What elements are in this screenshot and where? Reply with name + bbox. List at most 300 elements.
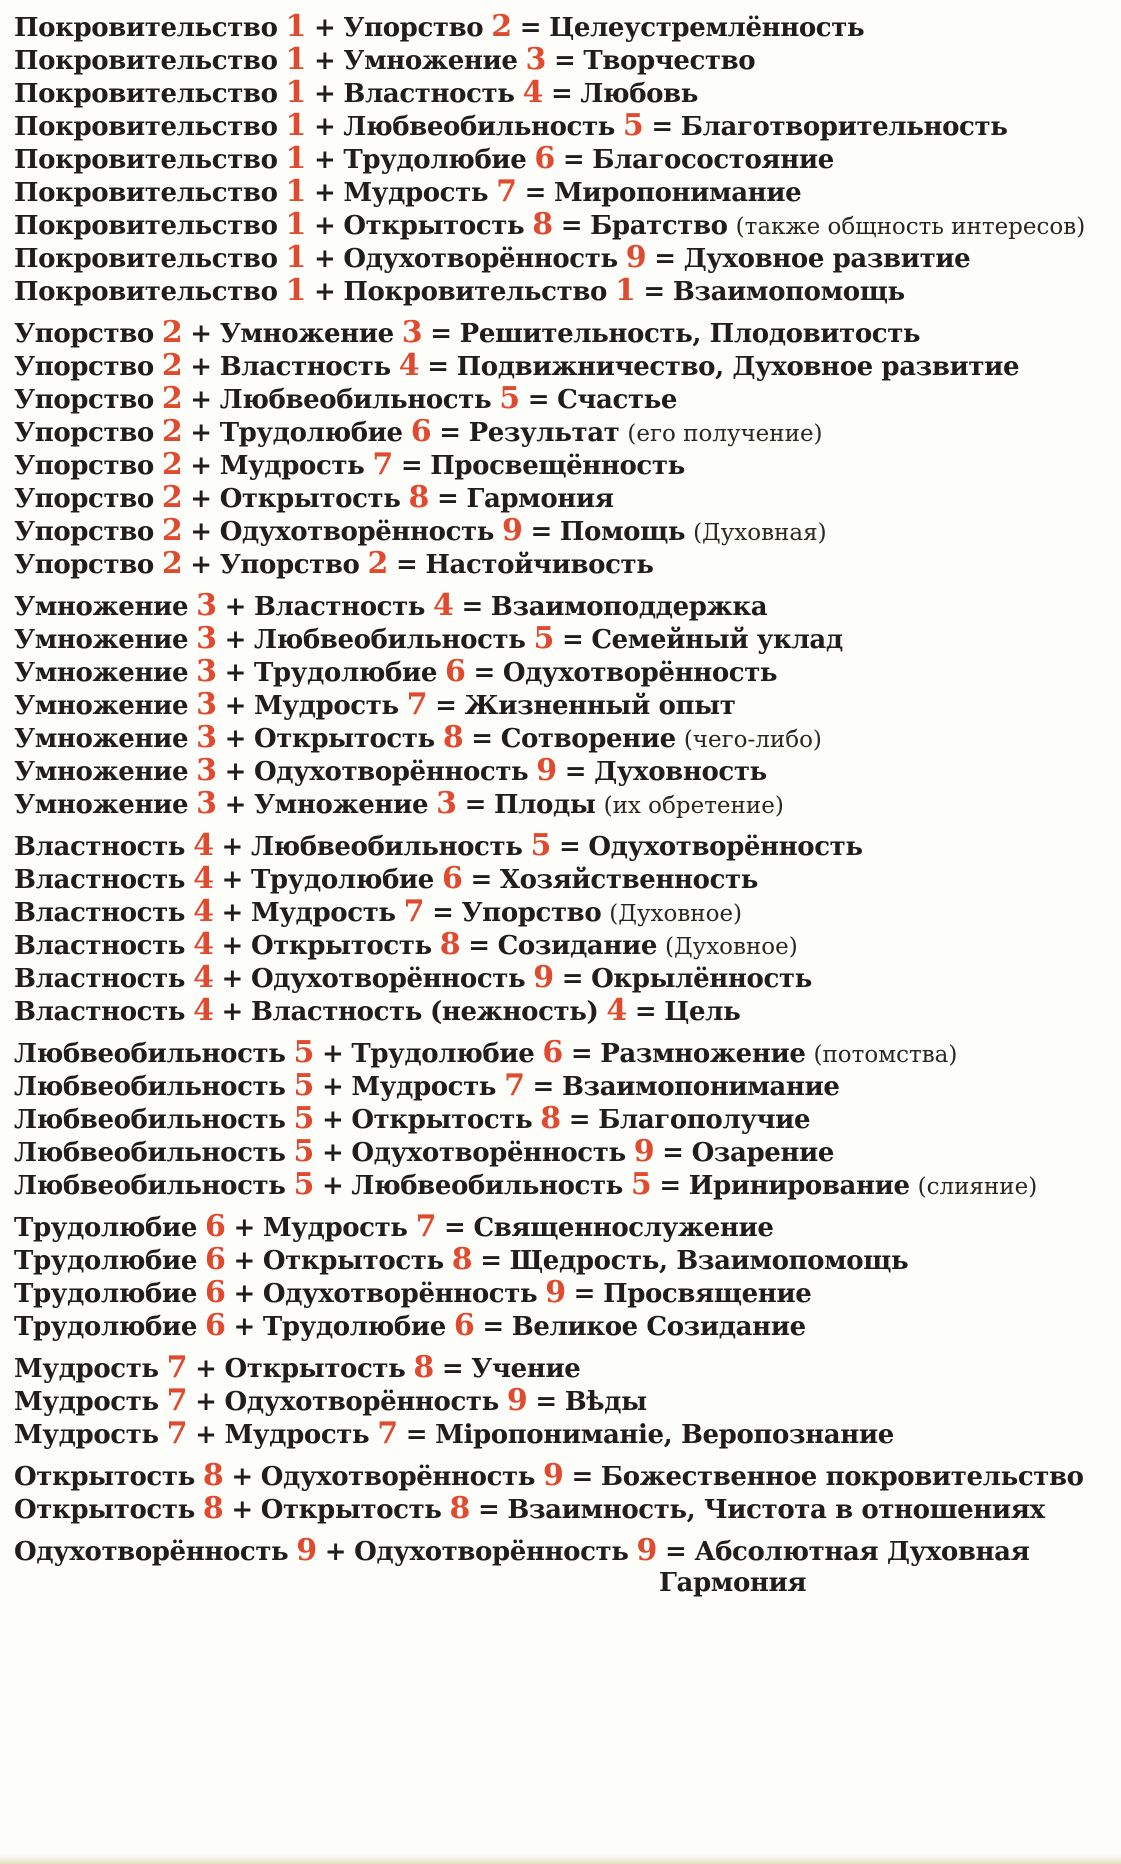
- equals-operator: =: [464, 790, 486, 820]
- equals-operator: =: [405, 1420, 428, 1450]
- equals-operator: =: [400, 451, 423, 481]
- term2-name: Открытость: [351, 1105, 533, 1135]
- plus-operator: +: [224, 757, 246, 787]
- term2-name: Мудрость: [343, 178, 489, 208]
- combination-row: [14, 76, 1115, 109]
- combination-row: [14, 241, 1115, 274]
- result-text: Миропонимание: [553, 178, 802, 208]
- term1-number: 3: [196, 588, 217, 623]
- term1-number: 4: [193, 828, 214, 863]
- term2-name: Одухотворённость: [262, 1279, 538, 1309]
- term1-number: 3: [196, 654, 217, 689]
- term1-name: Трудолюбие: [14, 1279, 198, 1309]
- plus-operator: +: [314, 277, 336, 307]
- result-text: Благополучие: [598, 1105, 811, 1135]
- term1-name: Трудолюбие: [14, 1312, 198, 1342]
- equals-operator: =: [570, 1039, 593, 1069]
- term1-number: 1: [285, 174, 307, 209]
- combination-row: [14, 1351, 1115, 1384]
- term2-number: 9: [543, 1458, 564, 1493]
- term1-name: Упорство: [14, 385, 154, 415]
- term2-name: Трудолюбие: [343, 145, 527, 175]
- term2-number: 6: [441, 861, 463, 896]
- term1-name: Умножение: [14, 691, 189, 721]
- term2-name: Трудолюбие: [253, 658, 437, 688]
- term1-name: Открытость: [14, 1495, 195, 1525]
- term2-name: Одухотворённость: [253, 757, 529, 787]
- plus-operator: +: [221, 997, 243, 1027]
- term1-number: 5: [293, 1101, 314, 1136]
- term2-number: 4: [522, 75, 543, 110]
- plus-operator: +: [314, 211, 336, 241]
- combination-row: [14, 109, 1115, 142]
- term1-number: 3: [196, 753, 217, 788]
- plus-operator: +: [314, 13, 336, 43]
- combination-row: [14, 547, 1115, 580]
- equals-operator: =: [473, 658, 495, 688]
- combination-row: [14, 43, 1115, 76]
- result-text: Семейный уклад: [591, 625, 843, 655]
- term1-name: Упорство: [14, 352, 154, 382]
- equals-operator: =: [558, 832, 581, 862]
- term2-name: Одухотворённость: [260, 1462, 535, 1492]
- combination-row: [14, 1309, 1115, 1342]
- term2-name: Мудрость: [250, 898, 396, 928]
- term2-number: 7: [403, 894, 425, 929]
- combination-row: [14, 787, 1115, 820]
- result-text-line2: Гармония: [659, 1568, 807, 1598]
- equals-operator: =: [561, 964, 584, 994]
- equals-operator: =: [430, 319, 452, 349]
- result-text: Одухотворённость: [588, 832, 863, 862]
- combination-group-5: [14, 1036, 1115, 1201]
- plus-operator: +: [221, 898, 243, 928]
- combination-group-3: [14, 589, 1115, 820]
- term1-name: Умножение: [14, 790, 189, 820]
- scan-bottom-edge: [0, 1854, 1121, 1864]
- plus-operator: +: [195, 1420, 217, 1450]
- term1-name: Покровительство: [14, 211, 278, 241]
- combination-group-9: [14, 1534, 1115, 1600]
- equals-operator: =: [654, 244, 676, 274]
- term1-number: 5: [293, 1035, 314, 1070]
- term2-number: 4: [433, 588, 454, 623]
- result-text: Священнослужение: [473, 1213, 774, 1243]
- plus-operator: +: [322, 1072, 344, 1102]
- term2-number: 3: [436, 786, 457, 821]
- term2-name: Любвеобильность: [219, 385, 492, 415]
- equals-operator: =: [659, 1171, 681, 1201]
- term1-number: 2: [161, 381, 183, 416]
- equals-operator: =: [461, 592, 483, 622]
- plus-operator: +: [314, 178, 336, 208]
- result-text: Духовное развитие: [683, 244, 971, 274]
- term2-name: Любвеобильность: [351, 1171, 623, 1201]
- combination-row: [14, 1210, 1115, 1243]
- term2-number: 6: [534, 141, 555, 176]
- term2-number: 4: [398, 348, 420, 383]
- result-note: (потомства): [813, 1042, 958, 1068]
- term2-number: 3: [525, 42, 546, 77]
- combination-row: [14, 754, 1115, 787]
- combination-row: [14, 514, 1115, 547]
- plus-operator: +: [195, 1387, 217, 1417]
- plus-operator: +: [314, 112, 336, 142]
- plus-operator: +: [190, 352, 212, 382]
- term1-number: 5: [293, 1167, 314, 1202]
- term1-number: 5: [293, 1068, 314, 1103]
- term2-number: 8: [408, 480, 429, 515]
- term2-name: Открытость: [219, 484, 401, 514]
- combination-row: [14, 928, 1115, 961]
- plus-operator: +: [322, 1138, 344, 1168]
- result-text: Окрылённость: [591, 964, 812, 994]
- equals-operator: =: [439, 418, 461, 448]
- term1-name: Властность: [14, 865, 186, 895]
- result-note: (Духовная): [693, 520, 827, 546]
- plus-operator: +: [221, 832, 243, 862]
- term2-name: Открытость: [253, 724, 435, 754]
- equals-operator: =: [444, 1213, 466, 1243]
- term1-name: Упорство: [14, 418, 154, 448]
- term2-name: Одухотворённость: [351, 1138, 626, 1168]
- result-text: Размножение: [600, 1039, 806, 1069]
- term2-name: Одухотворённость: [250, 964, 526, 994]
- plus-operator: +: [233, 1279, 255, 1309]
- plus-operator: +: [190, 484, 212, 514]
- result-note: (Духовное): [609, 901, 743, 927]
- term1-number: 3: [196, 786, 217, 821]
- plus-operator: +: [322, 1039, 344, 1069]
- term2-number: 6: [445, 654, 466, 689]
- equals-operator: =: [561, 625, 584, 655]
- combination-group-6: [14, 1210, 1115, 1342]
- result-text: Счастье: [557, 385, 677, 415]
- term2-name: Трудолюбие: [351, 1039, 535, 1069]
- combination-row: [14, 622, 1115, 655]
- equals-operator: =: [562, 145, 585, 175]
- equals-operator: =: [527, 385, 550, 415]
- term2-name: Покровительство: [343, 277, 607, 307]
- term1-name: Одухотворённость: [14, 1537, 289, 1567]
- plus-operator: +: [231, 1462, 253, 1492]
- term1-number: 1: [285, 273, 307, 308]
- result-text: Абсолютная Духовная: [694, 1537, 1030, 1567]
- combination-group-8: [14, 1459, 1115, 1525]
- term1-name: Покровительство: [14, 145, 278, 175]
- combination-row: [14, 481, 1115, 514]
- term1-name: Мудрость: [14, 1420, 159, 1450]
- equals-operator: =: [395, 550, 418, 580]
- term2-number: 7: [377, 1416, 398, 1451]
- plus-operator: +: [190, 550, 212, 580]
- result-text: Просвещённость: [430, 451, 685, 481]
- result-text: Взаимопомощь: [672, 277, 905, 307]
- equals-operator: =: [662, 1138, 684, 1168]
- combination-row: [14, 655, 1115, 688]
- equals-operator: =: [643, 277, 665, 307]
- result-text: Любовь: [580, 79, 698, 109]
- equals-operator: =: [564, 757, 587, 787]
- equals-operator: =: [532, 1072, 554, 1102]
- term1-number: 8: [202, 1491, 224, 1526]
- plus-operator: +: [190, 385, 212, 415]
- term1-name: Умножение: [14, 625, 189, 655]
- plus-operator: +: [221, 931, 243, 961]
- term2-name: Открытость: [250, 931, 432, 961]
- term1-number: 1: [285, 207, 307, 242]
- term1-number: 6: [205, 1308, 226, 1343]
- term1-name: Любвеобильность: [14, 1138, 286, 1168]
- term2-number: 1: [614, 273, 636, 308]
- term2-name: Любвеобильность: [343, 112, 615, 142]
- term2-number: 5: [622, 108, 644, 143]
- result-text: Созидание: [497, 931, 657, 961]
- result-text: Благотворительность: [680, 112, 1008, 142]
- combination-group-1: [14, 10, 1115, 307]
- plus-operator: +: [231, 1495, 253, 1525]
- combination-row: [14, 316, 1115, 349]
- term2-number: 8: [449, 1491, 471, 1526]
- plus-operator: +: [221, 964, 243, 994]
- result-text: Гармония: [466, 484, 614, 514]
- term2-name: Открытость: [260, 1495, 442, 1525]
- combination-row: [14, 1459, 1115, 1492]
- result-text: Настойчивость: [425, 550, 654, 580]
- equals-operator: =: [568, 1105, 591, 1135]
- combination-row: [14, 1384, 1115, 1417]
- equals-operator: =: [554, 46, 576, 76]
- term1-name: Упорство: [14, 517, 154, 547]
- term1-number: 4: [193, 927, 214, 962]
- term2-name: Одухотворённость: [343, 244, 618, 274]
- term2-number: 2: [367, 546, 388, 581]
- result-text: Взаимопонимание: [561, 1072, 840, 1102]
- combination-row: [14, 382, 1115, 415]
- term1-name: Властность: [14, 997, 186, 1027]
- term1-number: 3: [196, 720, 217, 755]
- equals-operator: =: [478, 1495, 500, 1525]
- result-note: (Духовное): [665, 934, 798, 960]
- equals-operator: =: [571, 1462, 593, 1492]
- equals-operator: =: [482, 1312, 504, 1342]
- term1-number: 3: [196, 687, 217, 722]
- term2-name: Открытость: [224, 1354, 406, 1384]
- equals-operator: =: [573, 1279, 596, 1309]
- combination-row: [14, 1102, 1115, 1135]
- result-text: Плоды: [493, 790, 596, 820]
- term2-number: 9: [536, 753, 557, 788]
- result-continuation-row: [14, 1567, 1115, 1600]
- term2-name: Упорство: [343, 13, 484, 43]
- term1-name: Покровительство: [14, 13, 278, 43]
- term2-number: 9: [633, 1134, 655, 1169]
- term1-name: Мудрость: [14, 1354, 159, 1384]
- combination-row: [14, 1276, 1115, 1309]
- plus-operator: +: [314, 46, 336, 76]
- term1-name: Умножение: [14, 724, 189, 754]
- term2-number: 8: [439, 927, 461, 962]
- term2-name: Одухотворённость: [354, 1537, 629, 1567]
- term1-number: 7: [166, 1383, 188, 1418]
- equals-operator: =: [651, 112, 673, 142]
- term1-name: Покровительство: [14, 277, 278, 307]
- term1-number: 9: [296, 1533, 317, 1568]
- term1-name: Трудолюбие: [14, 1213, 198, 1243]
- result-text: Жизненный опыт: [464, 691, 736, 721]
- term1-number: 4: [193, 960, 214, 995]
- term1-name: Умножение: [14, 658, 189, 688]
- term1-name: Мудрость: [14, 1387, 159, 1417]
- term2-number: 8: [532, 207, 553, 242]
- combination-group-4: [14, 829, 1115, 1027]
- equals-operator: =: [470, 865, 492, 895]
- combination-row: [14, 1534, 1115, 1567]
- term1-name: Упорство: [14, 550, 154, 580]
- term2-name: Умножение: [253, 790, 429, 820]
- combination-row: [14, 589, 1115, 622]
- term2-number: 9: [501, 513, 523, 548]
- term2-number: 9: [636, 1533, 657, 1568]
- equals-operator: =: [471, 724, 493, 754]
- term1-number: 7: [166, 1416, 188, 1451]
- term2-name: Властность: [250, 997, 422, 1027]
- plus-operator: +: [221, 865, 243, 895]
- term1-name: Умножение: [14, 757, 189, 787]
- result-text: Взаимоподдержка: [490, 592, 768, 622]
- combination-row: [14, 994, 1115, 1027]
- plus-operator: +: [224, 625, 246, 655]
- combination-row: [14, 721, 1115, 754]
- term2-name: Трудолюбие: [262, 1312, 446, 1342]
- term1-number: 6: [205, 1275, 226, 1310]
- term1-name: Властность: [14, 931, 186, 961]
- result-text: Великое Созидание: [511, 1312, 806, 1342]
- term2-name: Одухотворённость: [224, 1387, 499, 1417]
- term1-number: 1: [285, 9, 307, 44]
- plus-operator: +: [314, 244, 336, 274]
- combination-row: [14, 274, 1115, 307]
- term2-number: 5: [630, 1167, 652, 1202]
- plus-operator: +: [322, 1105, 344, 1135]
- combination-row: [14, 829, 1115, 862]
- term1-number: 2: [161, 480, 183, 515]
- result-note: (его получение): [627, 421, 823, 447]
- result-text: Просвящение: [603, 1279, 812, 1309]
- term2-number: 9: [533, 960, 554, 995]
- term2-number: 6: [453, 1308, 475, 1343]
- term2-number: 8: [442, 720, 464, 755]
- combination-row: [14, 349, 1115, 382]
- result-text: Целеустремлённость: [549, 13, 865, 43]
- term1-number: 2: [161, 513, 183, 548]
- result-text: Одухотворённость: [502, 658, 778, 688]
- result-text: Решительность, Плодовитость: [459, 319, 921, 349]
- combination-row: [14, 1069, 1115, 1102]
- term1-name: Покровительство: [14, 46, 278, 76]
- term2-name: Трудолюбие: [219, 418, 403, 448]
- term2-name: Открытость: [262, 1246, 444, 1276]
- term1-number: 1: [285, 108, 307, 143]
- combination-row: [14, 961, 1115, 994]
- result-text: Иринирование: [688, 1171, 910, 1201]
- term1-number: 2: [161, 315, 183, 350]
- term2-note: (нежность): [430, 997, 599, 1027]
- term2-number: 5: [533, 621, 554, 656]
- term1-name: Властность: [14, 898, 186, 928]
- plus-operator: +: [224, 691, 246, 721]
- term1-number: 2: [161, 414, 183, 449]
- term2-name: Трудолюбие: [250, 865, 434, 895]
- result-text: Помощь: [559, 517, 686, 547]
- plus-operator: +: [324, 1537, 347, 1567]
- term1-number: 6: [205, 1242, 226, 1277]
- result-text: Творчество: [583, 46, 756, 76]
- term2-name: Умножение: [219, 319, 394, 349]
- term1-number: 1: [285, 42, 307, 77]
- equals-operator: =: [560, 211, 583, 241]
- result-text: Щедрость, Взаимопомощь: [509, 1246, 909, 1276]
- combination-row: [14, 1492, 1115, 1525]
- term1-name: Покровительство: [14, 79, 278, 109]
- result-text: Міропониманіе, Веропознание: [435, 1420, 894, 1450]
- term2-name: Властность: [343, 79, 515, 109]
- term2-name: Мудрость: [253, 691, 399, 721]
- term1-number: 5: [293, 1134, 314, 1169]
- combination-group-7: [14, 1351, 1115, 1450]
- result-text: Божественное покровительство: [600, 1462, 1084, 1492]
- combination-row: [14, 1243, 1115, 1276]
- equals-operator: =: [524, 178, 546, 208]
- result-text: Озарение: [691, 1138, 835, 1168]
- term1-number: 2: [161, 348, 183, 383]
- term1-number: 4: [193, 993, 214, 1028]
- term1-name: Любвеобильность: [14, 1039, 286, 1069]
- term2-number: 7: [496, 174, 517, 209]
- combination-row: [14, 10, 1115, 43]
- term2-name: Мудрость: [219, 451, 365, 481]
- equals-operator: =: [468, 931, 490, 961]
- equals-operator: =: [550, 79, 573, 109]
- plus-operator: +: [224, 790, 246, 820]
- plus-operator: +: [233, 1312, 255, 1342]
- plus-operator: +: [190, 418, 212, 448]
- term2-number: 4: [606, 993, 627, 1028]
- term2-number: 9: [506, 1383, 528, 1418]
- plus-operator: +: [190, 319, 212, 349]
- term1-name: Властность: [14, 964, 186, 994]
- term2-number: 6: [410, 414, 432, 449]
- combination-row: [14, 448, 1115, 481]
- equals-operator: =: [441, 1354, 464, 1384]
- result-text: Упорство: [461, 898, 602, 928]
- term2-number: 7: [406, 687, 428, 722]
- term1-number: 4: [193, 894, 214, 929]
- equals-operator: =: [427, 352, 449, 382]
- term2-number: 5: [499, 381, 520, 416]
- result-note: (их обретение): [603, 793, 784, 819]
- term1-name: Умножение: [14, 592, 189, 622]
- term2-number: 9: [625, 240, 647, 275]
- term1-name: Покровительство: [14, 112, 278, 142]
- term2-name: Упорство: [219, 550, 360, 580]
- term1-number: 1: [285, 75, 307, 110]
- term1-name: Упорство: [14, 484, 154, 514]
- result-text: Цель: [664, 997, 741, 1027]
- combination-row: [14, 688, 1115, 721]
- term2-number: 6: [542, 1035, 563, 1070]
- term2-name: Любвеобильность: [250, 832, 523, 862]
